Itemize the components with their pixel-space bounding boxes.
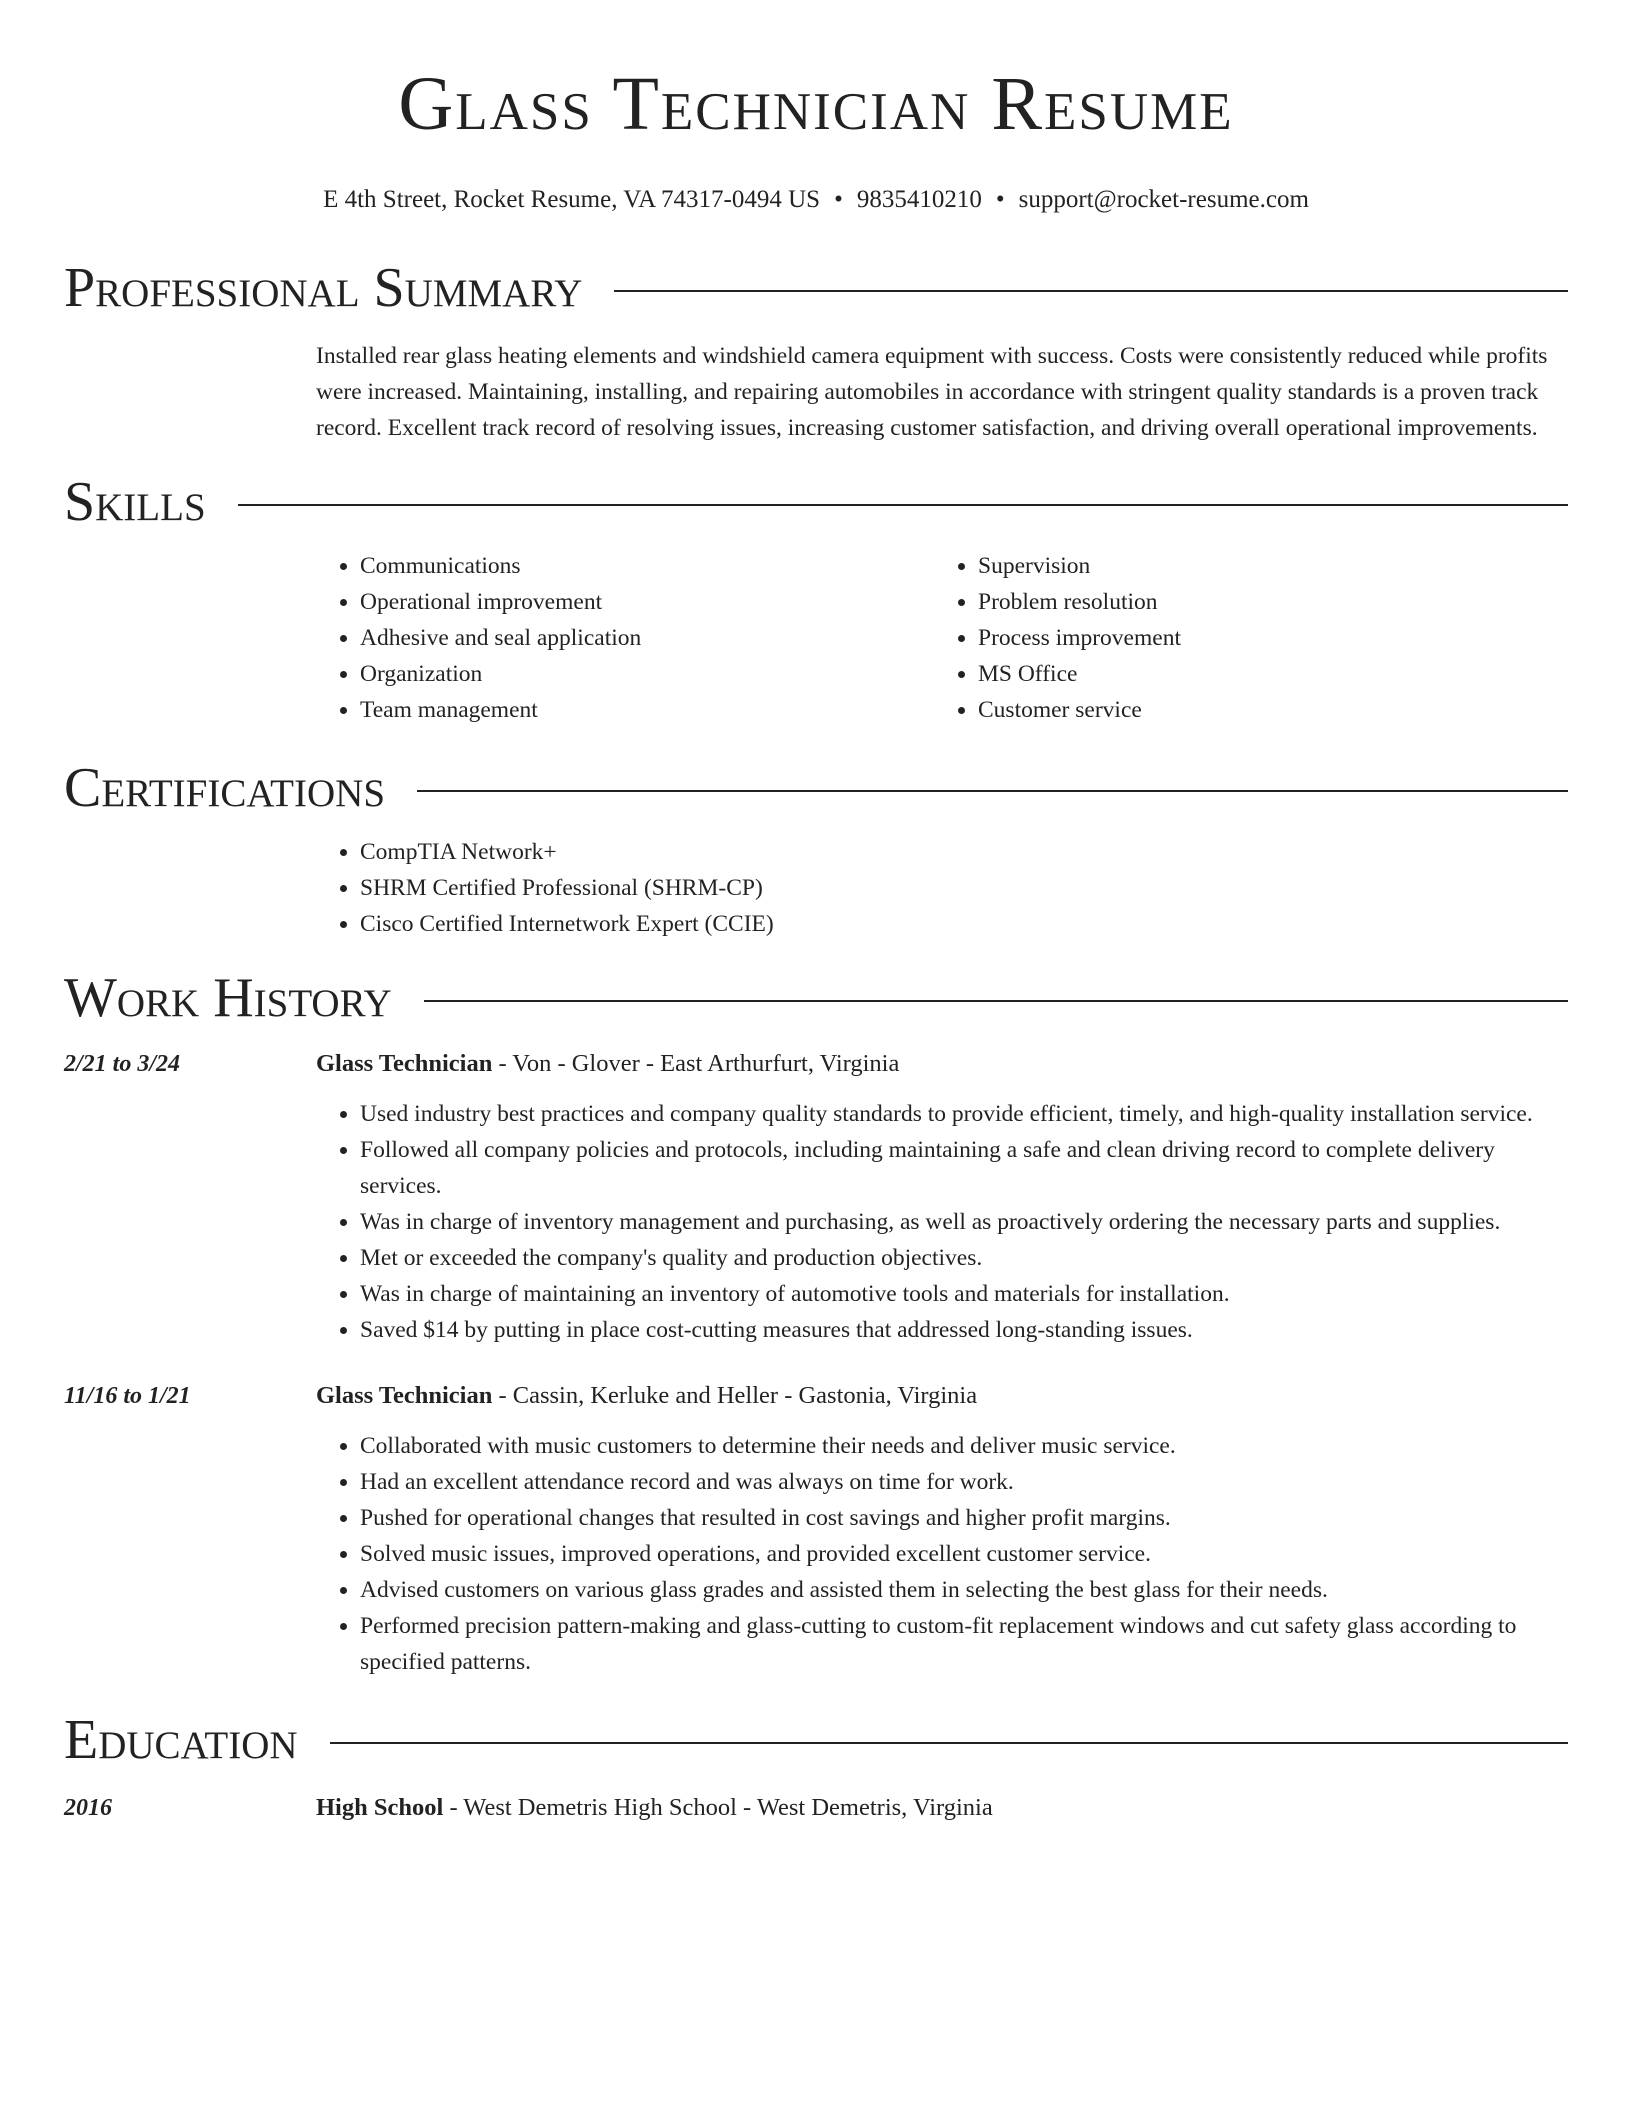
job-bullet: • Used industry best practices and company quality standards to provide efficient, timely, and high-quality installation service. bbox=[360, 1096, 1568, 1132]
certification-item: • CompTIA Network+ bbox=[360, 834, 1568, 870]
job-bullets bbox=[316, 1096, 1568, 1348]
job-bullet: • Advised customers on various glass grades and assisted them in selecting the best glass for their needs. bbox=[360, 1572, 1568, 1608]
certifications-header bbox=[64, 756, 1568, 820]
job-dates: 11/16 to 1/21 bbox=[64, 1383, 191, 1409]
skills-column-left bbox=[316, 548, 934, 728]
education-school: - West Demetris High School - West Demetris, Virginia bbox=[443, 1794, 993, 1821]
skill-item: • Supervision bbox=[978, 548, 1552, 584]
section-heading: Skills bbox=[64, 471, 206, 533]
separator-dot: • bbox=[834, 186, 843, 213]
section-heading: Education bbox=[64, 1709, 298, 1771]
education-line bbox=[316, 1790, 1568, 1826]
phone: 9835410210 bbox=[856, 186, 982, 213]
section-divider bbox=[330, 1742, 1568, 1744]
education-entry bbox=[64, 1790, 1568, 1826]
section-divider bbox=[417, 790, 1568, 792]
education-header bbox=[64, 1708, 1568, 1772]
skill-item: • Team management bbox=[360, 692, 934, 728]
job-title: Glass Technician bbox=[316, 1050, 493, 1077]
summary-text: Installed rear glass heating elements and windshield camera equipment with success. Costs were consistently reduced while profits were increased. Maintaining, installing, and repairing automobiles in accordance with stringent quality standards is a proven track record. Excellent track record of resolving issues, increasing customer satisfaction, and driving overall operational improvements. bbox=[316, 343, 1548, 441]
job-bullet: • Saved $14 by putting in place cost-cutting measures that addressed long-standing issues. bbox=[360, 1312, 1568, 1348]
section-divider bbox=[424, 1000, 1568, 1002]
education-year: 2016 bbox=[64, 1795, 112, 1821]
work-history-header bbox=[64, 966, 1568, 1030]
contact-line bbox=[64, 184, 1568, 216]
separator-dot: • bbox=[995, 186, 1005, 213]
job-title: Glass Technician bbox=[316, 1382, 493, 1409]
resume-title: Glass Technician Resume bbox=[398, 62, 1234, 146]
job-dates: 2/21 to 3/24 bbox=[64, 1051, 181, 1077]
job-title-line bbox=[316, 1046, 1568, 1082]
skills-header bbox=[64, 470, 1568, 534]
section-divider bbox=[238, 504, 1568, 506]
job-bullet: • Had an excellent attendance record and was always on time for work. bbox=[360, 1464, 1568, 1500]
summary-header bbox=[64, 256, 1568, 320]
skill-item: • Communications bbox=[360, 548, 934, 584]
job-employer: - Cassin, Kerluke and Heller - Gastonia, Virginia bbox=[492, 1382, 978, 1409]
job-bullet: • Pushed for operational changes that resulted in cost savings and higher profit margins. bbox=[360, 1500, 1568, 1536]
job-bullet: • Solved music issues, improved operations, and provided excellent customer service. bbox=[360, 1536, 1568, 1572]
certification-item: • Cisco Certified Internetwork Expert (CCIE) bbox=[360, 906, 1568, 942]
job-bullet: • Collaborated with music customers to determine their needs and deliver music service. bbox=[360, 1428, 1568, 1464]
section-heading: Work History bbox=[64, 967, 392, 1029]
skill-item: • MS Office bbox=[978, 656, 1552, 692]
address: E 4th Street, Rocket Resume, VA 74317-0494 US bbox=[323, 186, 821, 213]
section-heading: Professional Summary bbox=[64, 257, 583, 319]
skill-item: • Adhesive and seal application bbox=[360, 620, 934, 656]
job-employer: - Von - Glover - East Arthurfurt, Virginia bbox=[492, 1050, 900, 1077]
job-bullet: • Performed precision pattern-making and glass-cutting to custom-fit replacement windows and cut safety glass according to specified patterns. bbox=[360, 1608, 1568, 1680]
job-bullet: • Met or exceeded the company's quality and production objectives. bbox=[360, 1240, 1568, 1276]
job-bullet: • Followed all company policies and protocols, including maintaining a safe and clean driving record to complete delivery services. bbox=[360, 1132, 1568, 1204]
education-degree: High School bbox=[316, 1794, 444, 1821]
job-title-line bbox=[316, 1378, 1568, 1414]
skill-item: • Organization bbox=[360, 656, 934, 692]
job-entry bbox=[64, 1046, 1568, 1348]
certification-item: • SHRM Certified Professional (SHRM-CP) bbox=[360, 870, 1568, 906]
email: support@rocket-resume.com bbox=[1018, 186, 1309, 213]
skills-list bbox=[316, 548, 1568, 728]
skill-item: • Customer service bbox=[978, 692, 1552, 728]
job-bullet: • Was in charge of maintaining an inventory of automotive tools and materials for installation. bbox=[360, 1276, 1568, 1312]
skill-item: • Operational improvement bbox=[360, 584, 934, 620]
certifications-list bbox=[316, 834, 1568, 942]
skill-item: • Problem resolution bbox=[978, 584, 1552, 620]
job-entry bbox=[64, 1378, 1568, 1680]
job-bullets bbox=[316, 1428, 1568, 1680]
section-divider bbox=[614, 290, 1568, 292]
section-heading: Certifications bbox=[64, 757, 386, 819]
job-bullet: • Was in charge of inventory management and purchasing, as well as proactively ordering the necessary parts and supplies. bbox=[360, 1204, 1568, 1240]
skill-item: • Process improvement bbox=[978, 620, 1552, 656]
skills-column-right bbox=[934, 548, 1552, 728]
